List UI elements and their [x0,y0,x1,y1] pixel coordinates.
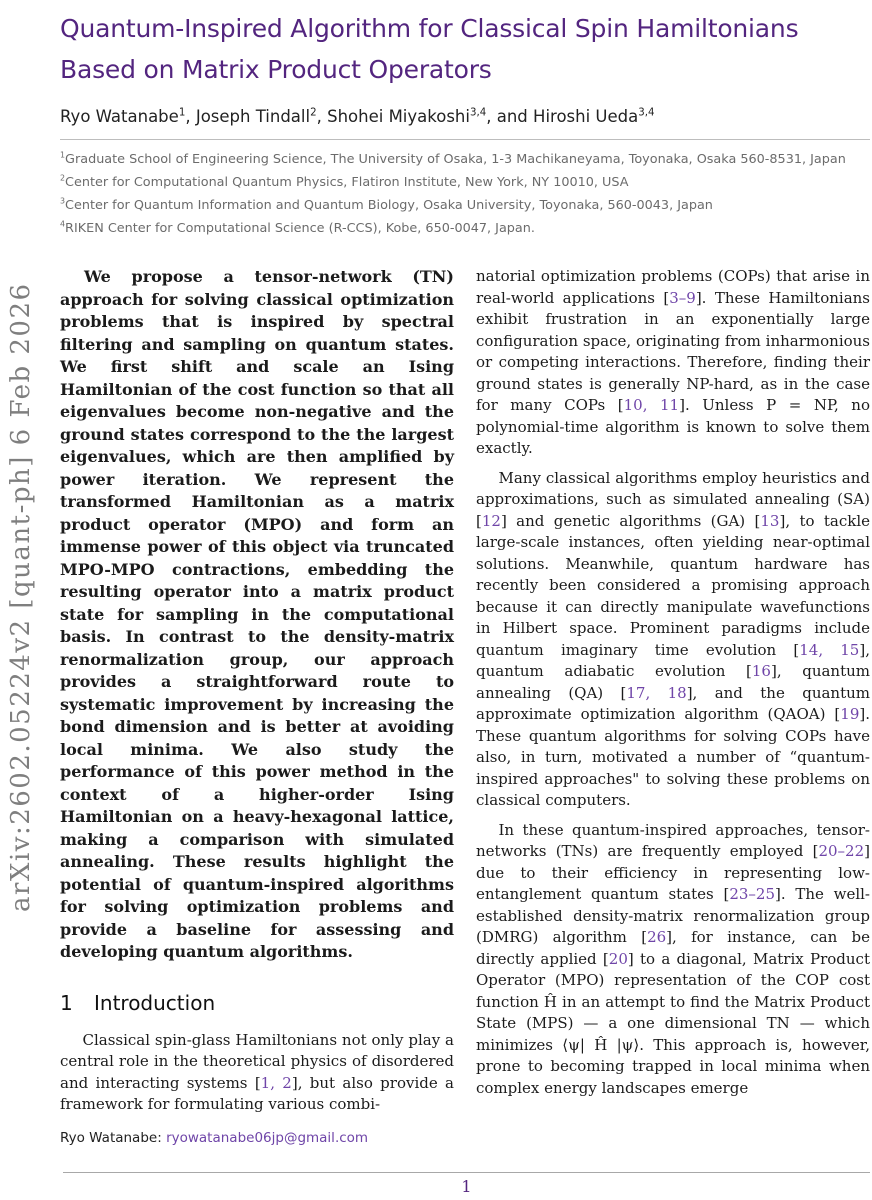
intro-paragraph: Classical spin-glass Hamiltonians not only play a central role in the theoretical physics of disordered and interacting systems [1, 2], but also provide a framework for formulating various combi- [60,1030,454,1113]
two-column-body [60,266,870,1146]
affiliation-line: $^1$Graduate School of Engineering Science, The University of Osaka, 1-3 Machikaneyama, Toyonaka, Osaka 560-8531, Japan [60,150,846,167]
citation-link[interactable]: 17, 18 [626,683,687,702]
citation-link[interactable]: 26 [647,928,667,946]
author-affiliation-mark: 3,4 [469,107,487,119]
paper-title-line1: Quantum-Inspired Algorithm for Classical Spin Hamiltonians [60,14,799,43]
page-number: 1 [461,1177,472,1196]
author-name: Shohei Miyakoshi$^{3,4}$ [327,107,487,126]
page-footer [63,1172,870,1196]
affiliation-line: $^2$Center for Computational Quantum Physics, Flatiron Institute, New York, NY 10010, USA [60,173,629,190]
citation-link[interactable]: 20–22 [818,842,865,860]
citation-link[interactable]: 20 [608,949,628,968]
author-list: Ryo Watanabe$^1$, Joseph Tindall$^2$, Shohei Miyakoshi$^{3,4}$, and Hiroshi Ueda$^{3,4}$ [60,107,655,126]
paper-title [60,0,870,90]
author-name: Joseph Tindall$^2$ [195,107,317,126]
footnote-label: Ryo Watanabe: [60,1129,162,1146]
abstract-paragraph: We propose a tensor-network (TN) approach for solving classical optimization problems that is inspired by spectral filtering and sampling on quantum states. We first shift and scale an Ising Hamiltonian of the cost function so that all eigenvalues become non-negative and the ground states correspond to the the largest eigenvalues, which are then amplified by power iteration. We represent the transformed Hamiltonian as a matrix product operator (MPO) and form an immense power of this object via truncated MPO-MPO contractions, embedding the resulting operator into a matrix product state for sampling in the computational basis. In contrast to the density-matrix renormalization group, our approach provides a straightforward route to systematic improvement by increasing the bond dimension and is better at avoiding local minima. We also study the performance of this power method in the context of a higher-order Ising Hamiltonian on a heavy-hexagonal lattice, making a comparison with simulated annealing. These results highlight the potential of quantum-inspired algorithms for solving optimization problems and provide a baseline for assessing and developing quantum algorithms. [60,267,454,961]
body-paragraph: Many classical algorithms employ heuristics and approximations, such as simulated annealing (SA) [12] and genetic algorithms (GA) [13], to tackle large-scale instances, often yielding near-optimal solutions. Meanwhile, quantum hardware has recently been considered a promising approach because it can directly manipulate wavefunctions in Hilbert space. Prominent paradigms include quantum imaginary time evolution [14, 15], quantum adiabatic evolution [16], quantum annealing (QA) [17, 18], and the quantum approximate optimization algorithm (QAOA) [19]. These quantum algorithms for solving COPs have also, in turn, motivated a number of “quantum-inspired approaches" to solving these problems on classical computers. [476,468,870,809]
affiliation-number: 3 [60,196,66,206]
citation-link[interactable]: 23–25 [729,885,775,903]
affiliation-line: $^4$RIKEN Center for Computational Science (R-CCS), Kobe, 650-0047, Japan. [60,219,535,236]
section-heading-introduction [60,991,454,1015]
body-paragraph: In these quantum-inspired approaches, tensor-networks (TNs) are frequently employed [20–22] due to their efficiency in representing low-entanglement quantum states [23–25]. The well-established density-matrix renormalization group (DMRG) algorithm [26], for instance, can be directly applied [20] to a diagonal, Matrix Product Operator (MPO) representation of the COP cost function Ĥ in an attempt to find the Matrix Product State (MPS) — a one dimensional TN — which minimizes ⟨ψ| Ĥ |ψ⟩. This approach is, however, prone to becoming trapped in local minima when complex energy landscapes emerge [476,820,871,1097]
citation-link[interactable]: 13 [760,511,780,530]
citation-link[interactable]: 14, 15 [799,640,860,659]
paper-header [60,0,870,240]
affiliation-list [60,148,870,240]
affiliation-number: 4 [60,219,66,229]
citation-link[interactable]: 10, 11 [623,396,680,414]
footnote-email-link[interactable]: ryowatanabe06jp@gmail.com [166,1129,369,1146]
affiliation-line: $^3$Center for Quantum Information and Quantum Biology, Osaka University, Toyonaka, 560-0043, Japan [60,196,713,213]
affiliation-number: 2 [60,173,66,183]
citation-link[interactable]: 3–9 [669,288,696,307]
corresponding-author-footnote [60,1130,454,1146]
right-column [476,266,870,1146]
author-affiliation-mark: 3,4 [638,107,655,119]
citation-link[interactable]: 1, 2 [260,1073,292,1092]
author-name: Hiroshi Ueda$^{3,4}$ [533,107,655,126]
header-divider [60,139,870,140]
section-title: Introduction [94,990,216,1015]
citation-link[interactable]: 16 [751,662,771,680]
body-paragraph: natorial optimization problems (COPs) that arise in real-world applications [3–9]. These Hamiltonians exhibit frustration in an exponentially large configuration space, originating from inharmonious or competing interactions. Therefore, finding their ground states is generally NP-hard, as in the case for many COPs [10, 11]. Unless P = NP, no polynomial-time algorithm is known to solve them exactly. [476,267,871,457]
affiliation-number: 1 [60,150,66,160]
left-column [60,266,454,1146]
section-number: 1 [60,990,73,1015]
author-affiliation-mark: 1 [178,107,186,119]
citation-link[interactable]: 19 [840,705,860,723]
author-affiliation-mark: 2 [310,107,317,119]
author-name: Ryo Watanabe$^1$ [60,107,186,126]
paper-title-line2: Based on Matrix Product Operators [60,55,492,84]
arxiv-identifier: arXiv:2602.05224v2 [quant-ph] 6 Feb 2026 [6,282,36,912]
citation-link[interactable]: 12 [481,511,501,530]
